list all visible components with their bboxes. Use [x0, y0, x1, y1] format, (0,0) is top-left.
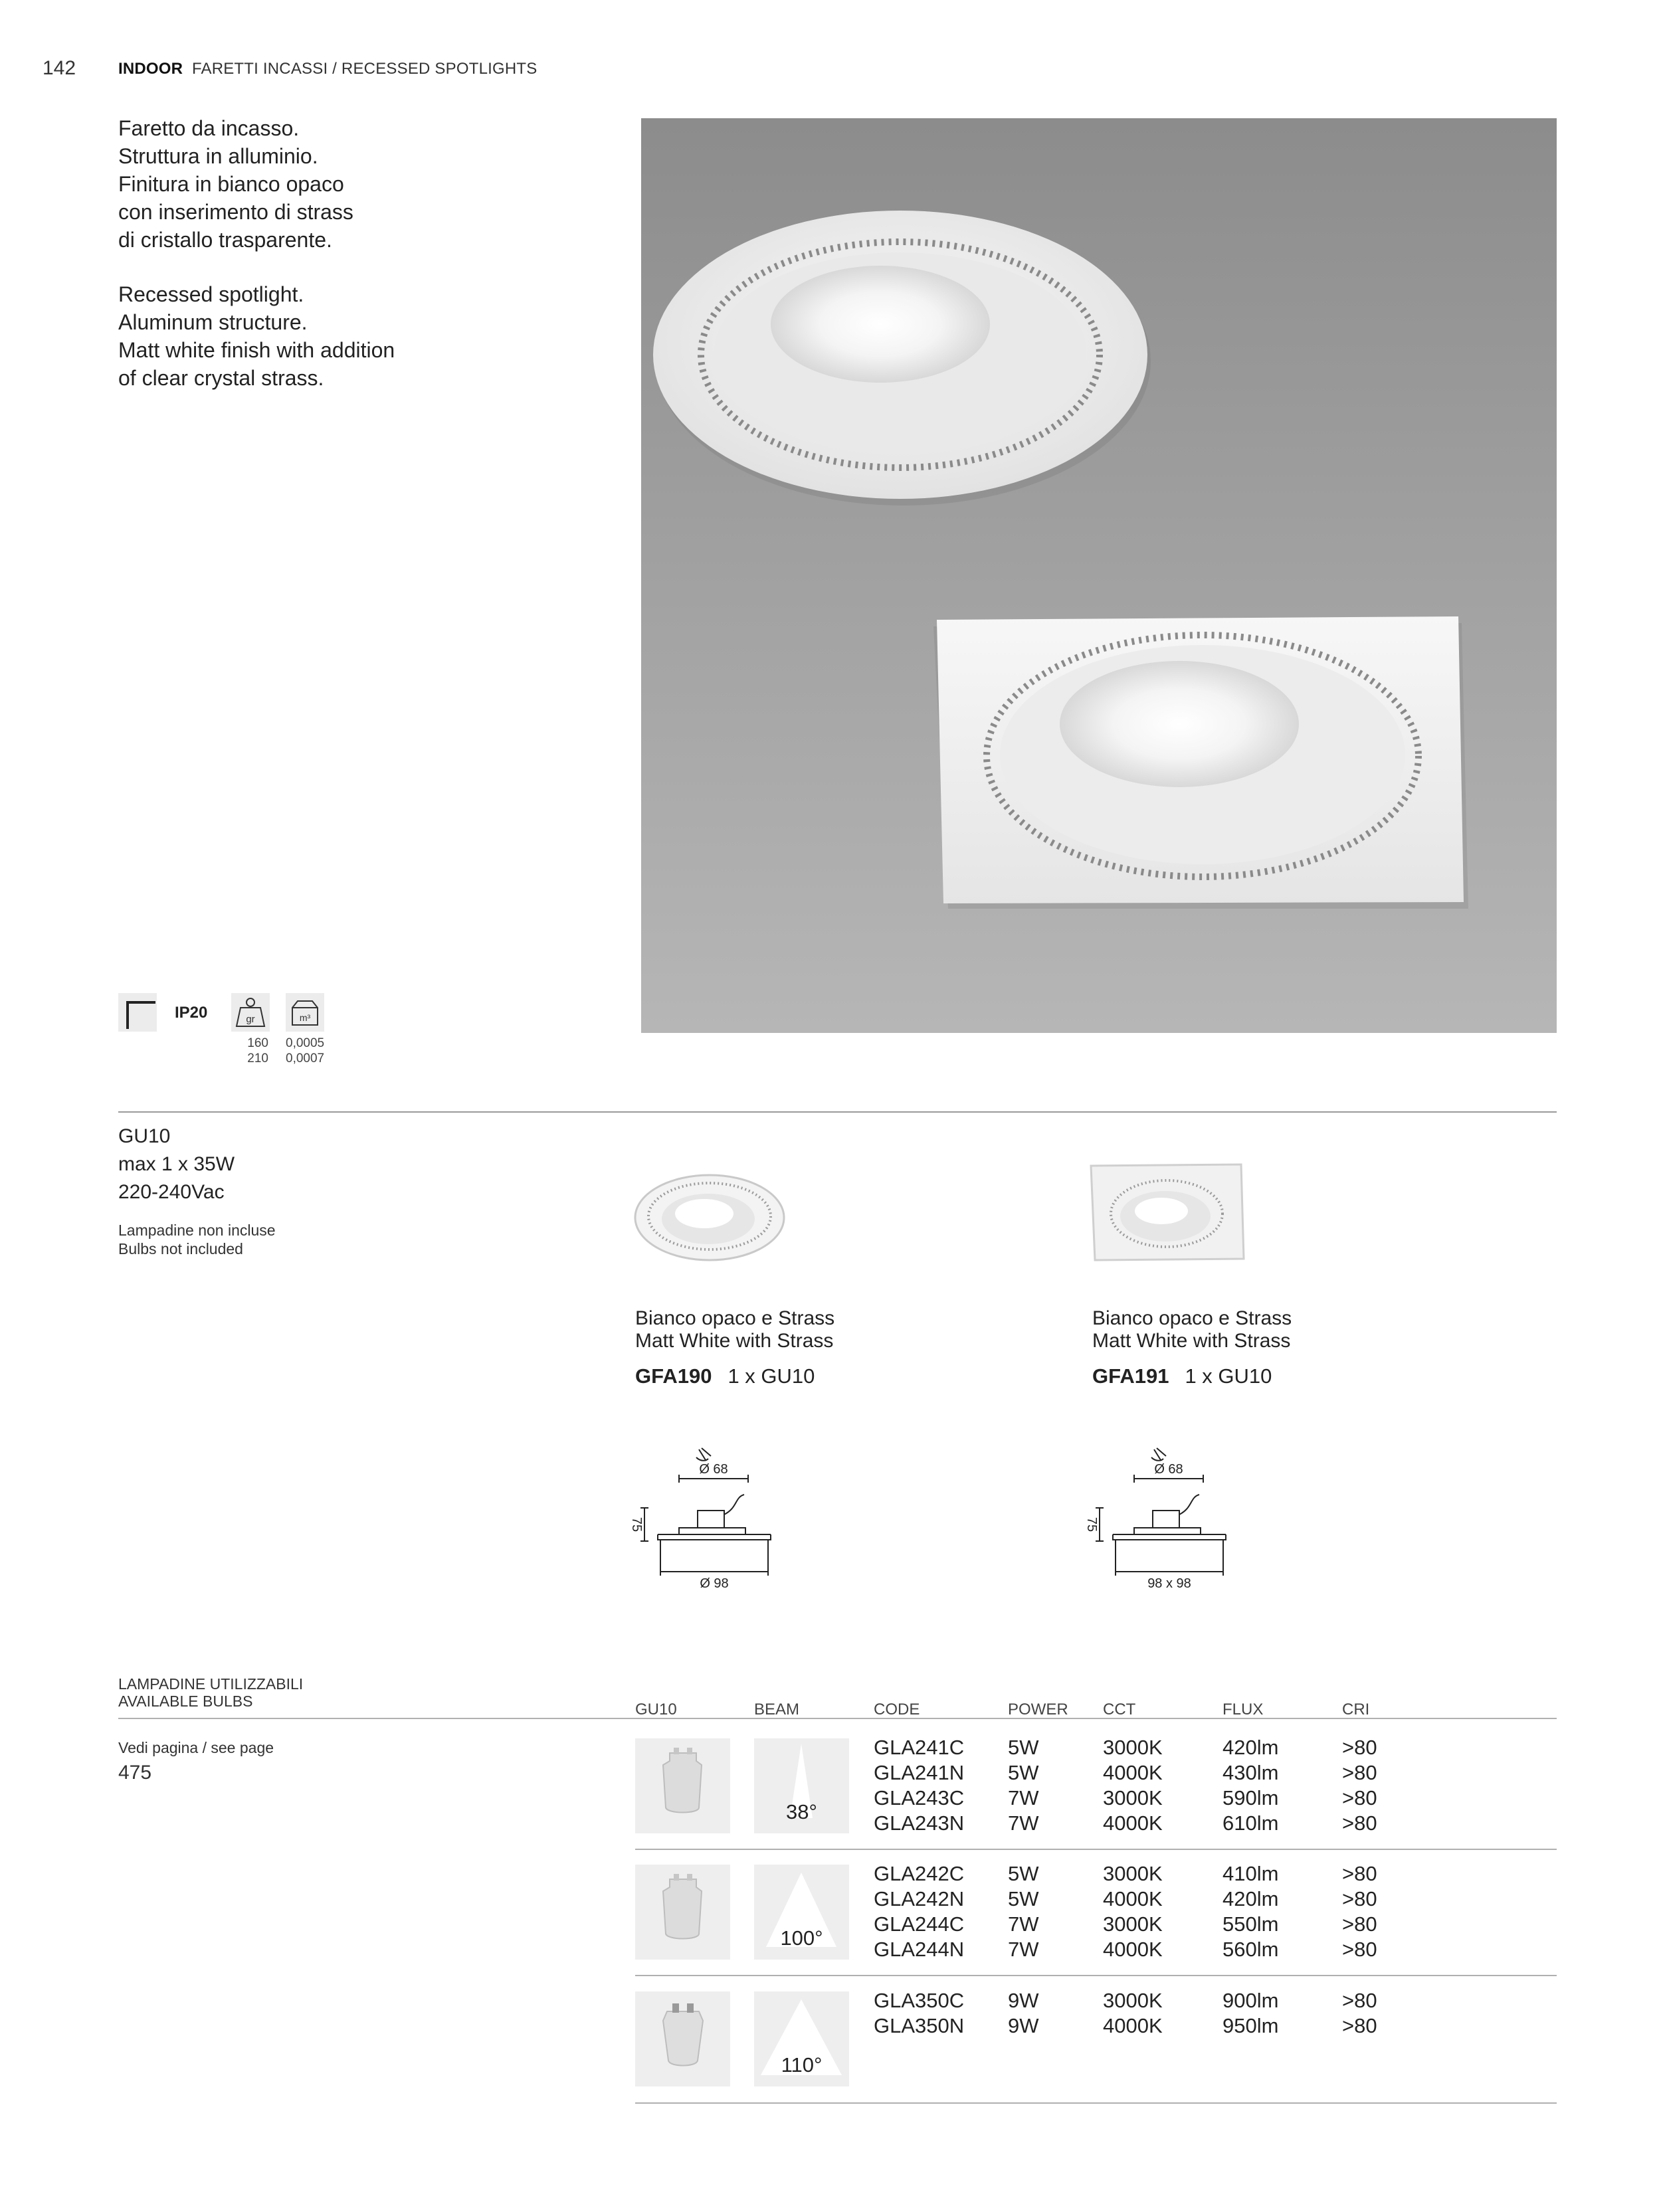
bulb-power: 9W [1008, 2014, 1039, 2037]
flux-column [1222, 1861, 1278, 1962]
dim-top: Ø 68 [1154, 1462, 1183, 1477]
bulb-flux: 430lm [1222, 1761, 1279, 1784]
cri-column [1342, 1861, 1377, 1962]
bulb-code: GLA242N [874, 1887, 965, 1910]
bulb-code: GLA350N [874, 2014, 965, 2037]
bulb-power: 9W [1008, 1989, 1039, 2012]
spotlights-illustration [641, 118, 1557, 1033]
beam-angle-label: 110° [781, 2053, 823, 2076]
group-divider [635, 1975, 1557, 1976]
bulb-cri: >80 [1342, 2014, 1377, 2037]
product-finish-2 [1092, 1307, 1292, 1352]
electrical-specs [118, 1123, 235, 1206]
weight-icon [231, 993, 270, 1032]
description-italian [118, 114, 623, 254]
desc-en-line: Recessed spotlight. [118, 282, 304, 306]
finish-english: Matt White with Strass [635, 1330, 834, 1352]
bulbs-note [118, 1221, 276, 1258]
weight-values [230, 1036, 268, 1066]
dim-height: 75 [629, 1517, 644, 1532]
bulb-power: 5W [1008, 1736, 1039, 1759]
desc-it-line: Finitura in bianco opaco [118, 172, 344, 196]
spec-line: max 1 x 35W [118, 1153, 235, 1175]
desc-it-line: con inserimento di strass [118, 200, 353, 224]
ceiling-mount-icon [118, 993, 157, 1032]
dim-bottom: Ø 98 [700, 1576, 729, 1588]
bulb-power: 7W [1008, 1811, 1039, 1835]
product-code: GFA191 [1092, 1364, 1169, 1388]
column-header-power: POWER [1008, 1701, 1068, 1718]
desc-en-line: of clear crystal strass. [118, 366, 324, 390]
section-subtitle: FARETTI INCASSI / RECESSED SPOTLIGHTS [191, 60, 537, 78]
heading-english: AVAILABLE BULBS [118, 1693, 253, 1710]
dim-top: Ø 68 [699, 1462, 728, 1477]
weight-icon-label: gr [246, 1014, 255, 1025]
beam-angle-label: 38° [786, 1800, 817, 1823]
note-line: Lampadine non incluse [118, 1222, 276, 1239]
bulb-cri: >80 [1342, 1811, 1377, 1835]
bulb-power: 5W [1008, 1862, 1039, 1885]
section-title: INDOOR [118, 60, 183, 78]
spec-line: GU10 [118, 1125, 171, 1147]
bulb-cct: 3000K [1103, 1786, 1163, 1809]
product-finish-1 [635, 1307, 834, 1352]
beam-angle-38 [754, 1738, 849, 1833]
codes-column [874, 1735, 964, 1836]
page-header [118, 60, 537, 78]
bulb-cri: >80 [1342, 1862, 1377, 1885]
product-image-square [1087, 1159, 1246, 1269]
finish-english: Matt White with Strass [1092, 1330, 1291, 1352]
column-header-code: CODE [874, 1701, 920, 1718]
volume-value: 0,0007 [286, 1052, 325, 1065]
bulb-flux: 420lm [1222, 1736, 1279, 1759]
bulb-flux: 560lm [1222, 1938, 1279, 1961]
bulb-cri: >80 [1342, 1761, 1377, 1784]
cri-column [1342, 1735, 1377, 1836]
product-image-round [630, 1159, 789, 1272]
bulb-image [635, 1991, 730, 2086]
bulb-cct: 4000K [1103, 1761, 1163, 1784]
product-lamp: 1 x GU10 [728, 1364, 815, 1388]
page-number: 142 [43, 57, 76, 79]
available-bulbs-heading [118, 1675, 303, 1710]
bulb-power: 7W [1008, 1938, 1039, 1961]
bulb-power: 7W [1008, 1786, 1039, 1809]
product-code-row-2 [1092, 1364, 1272, 1388]
column-header-cct: CCT [1103, 1701, 1136, 1718]
hero-product-photo [641, 118, 1557, 1033]
bulb-cri: >80 [1342, 1989, 1377, 2012]
bulb-power: 5W [1008, 1761, 1039, 1784]
bulb-flux: 420lm [1222, 1887, 1279, 1910]
bulb-code: GLA242C [874, 1862, 965, 1885]
bulb-code: GLA241N [874, 1761, 965, 1784]
column-header-flux: FLUX [1222, 1701, 1264, 1718]
bulb-flux: 950lm [1222, 2014, 1279, 2037]
desc-en-line: Matt white finish with addition [118, 338, 395, 362]
bulb-power: 7W [1008, 1912, 1039, 1936]
bulb-flux: 610lm [1222, 1811, 1279, 1835]
product-description [118, 114, 623, 418]
power-column [1008, 1988, 1039, 2039]
description-english [118, 280, 623, 392]
bulb-code: GLA244C [874, 1912, 965, 1936]
weight-value: 210 [247, 1052, 268, 1065]
bulb-cct: 3000K [1103, 1862, 1163, 1885]
product-lamp: 1 x GU10 [1185, 1364, 1272, 1388]
desc-it-line: Struttura in alluminio. [118, 144, 318, 168]
group-divider [635, 1849, 1557, 1850]
cct-column [1103, 1861, 1163, 1962]
heading-italian: LAMPADINE UTILIZZABILI [118, 1675, 304, 1693]
bulb-power: 5W [1008, 1887, 1039, 1910]
volume-icon-label: m³ [299, 1012, 311, 1023]
bulbs-header-divider [118, 1718, 1557, 1719]
beam-angle-110 [754, 1991, 849, 2086]
bulb-flux: 410lm [1222, 1862, 1279, 1885]
bulb-cri: >80 [1342, 1938, 1377, 1961]
flux-column [1222, 1988, 1278, 2039]
bulb-cct: 4000K [1103, 1811, 1163, 1835]
spec-line: 220-240Vac [118, 1181, 225, 1203]
table-bottom-divider [635, 2102, 1557, 2104]
finish-italian: Bianco opaco e Strass [635, 1307, 835, 1329]
product-code: GFA190 [635, 1364, 712, 1388]
beam-angle-label: 100° [780, 1926, 823, 1950]
bulb-cct: 4000K [1103, 1887, 1163, 1910]
bulb-code: GLA244N [874, 1938, 965, 1961]
beam-angle-100 [754, 1865, 849, 1960]
technical-drawing-round [618, 1441, 791, 1591]
volume-icon [286, 993, 324, 1032]
technical-drawing-square [1073, 1441, 1246, 1591]
volume-value: 0,0005 [286, 1036, 325, 1050]
weight-value: 160 [247, 1036, 268, 1050]
note-line: Bulbs not included [118, 1240, 243, 1257]
column-header-beam: BEAM [754, 1701, 800, 1718]
desc-en-line: Aluminum structure. [118, 310, 308, 334]
desc-it-line: di cristallo trasparente. [118, 228, 332, 252]
bulb-code: GLA243N [874, 1811, 965, 1835]
bulb-cri: >80 [1342, 1786, 1377, 1809]
dim-height: 75 [1084, 1517, 1099, 1532]
bulb-cct: 3000K [1103, 1736, 1163, 1759]
bulb-image [635, 1865, 730, 1960]
power-column [1008, 1735, 1039, 1836]
ip-rating: IP20 [175, 1004, 208, 1022]
product-code-row-1 [635, 1364, 815, 1388]
power-column [1008, 1861, 1039, 1962]
codes-column [874, 1861, 964, 1962]
bulb-cri: >80 [1342, 1912, 1377, 1936]
cct-column [1103, 1988, 1163, 2039]
cri-column [1342, 1988, 1377, 2039]
section-divider [118, 1111, 1557, 1113]
bulb-code: GLA243C [874, 1786, 965, 1809]
column-header-cri: CRI [1342, 1701, 1370, 1718]
bulb-cct: 4000K [1103, 1938, 1163, 1961]
bulb-image [635, 1738, 730, 1833]
bulb-cct: 3000K [1103, 1912, 1163, 1936]
bulb-cri: >80 [1342, 1887, 1377, 1910]
bulb-cct: 3000K [1103, 1989, 1163, 2012]
volume-values [286, 1036, 339, 1066]
see-page-number: 475 [118, 1762, 152, 1784]
bulb-flux: 590lm [1222, 1786, 1279, 1809]
bulb-flux: 550lm [1222, 1912, 1279, 1936]
bulb-code: GLA350C [874, 1989, 965, 2012]
flux-column [1222, 1735, 1278, 1836]
desc-it-line: Faretto da incasso. [118, 116, 300, 140]
column-header-gu10: GU10 [635, 1701, 677, 1718]
see-page-label: Vedi pagina / see page [118, 1739, 274, 1756]
bulb-code: GLA241C [874, 1736, 965, 1759]
codes-column [874, 1988, 964, 2039]
dim-bottom: 98 x 98 [1147, 1576, 1191, 1588]
bulb-cct: 4000K [1103, 2014, 1163, 2037]
bulb-flux: 900lm [1222, 1989, 1279, 2012]
cct-column [1103, 1735, 1163, 1836]
finish-italian: Bianco opaco e Strass [1092, 1307, 1292, 1329]
bulb-cri: >80 [1342, 1736, 1377, 1759]
